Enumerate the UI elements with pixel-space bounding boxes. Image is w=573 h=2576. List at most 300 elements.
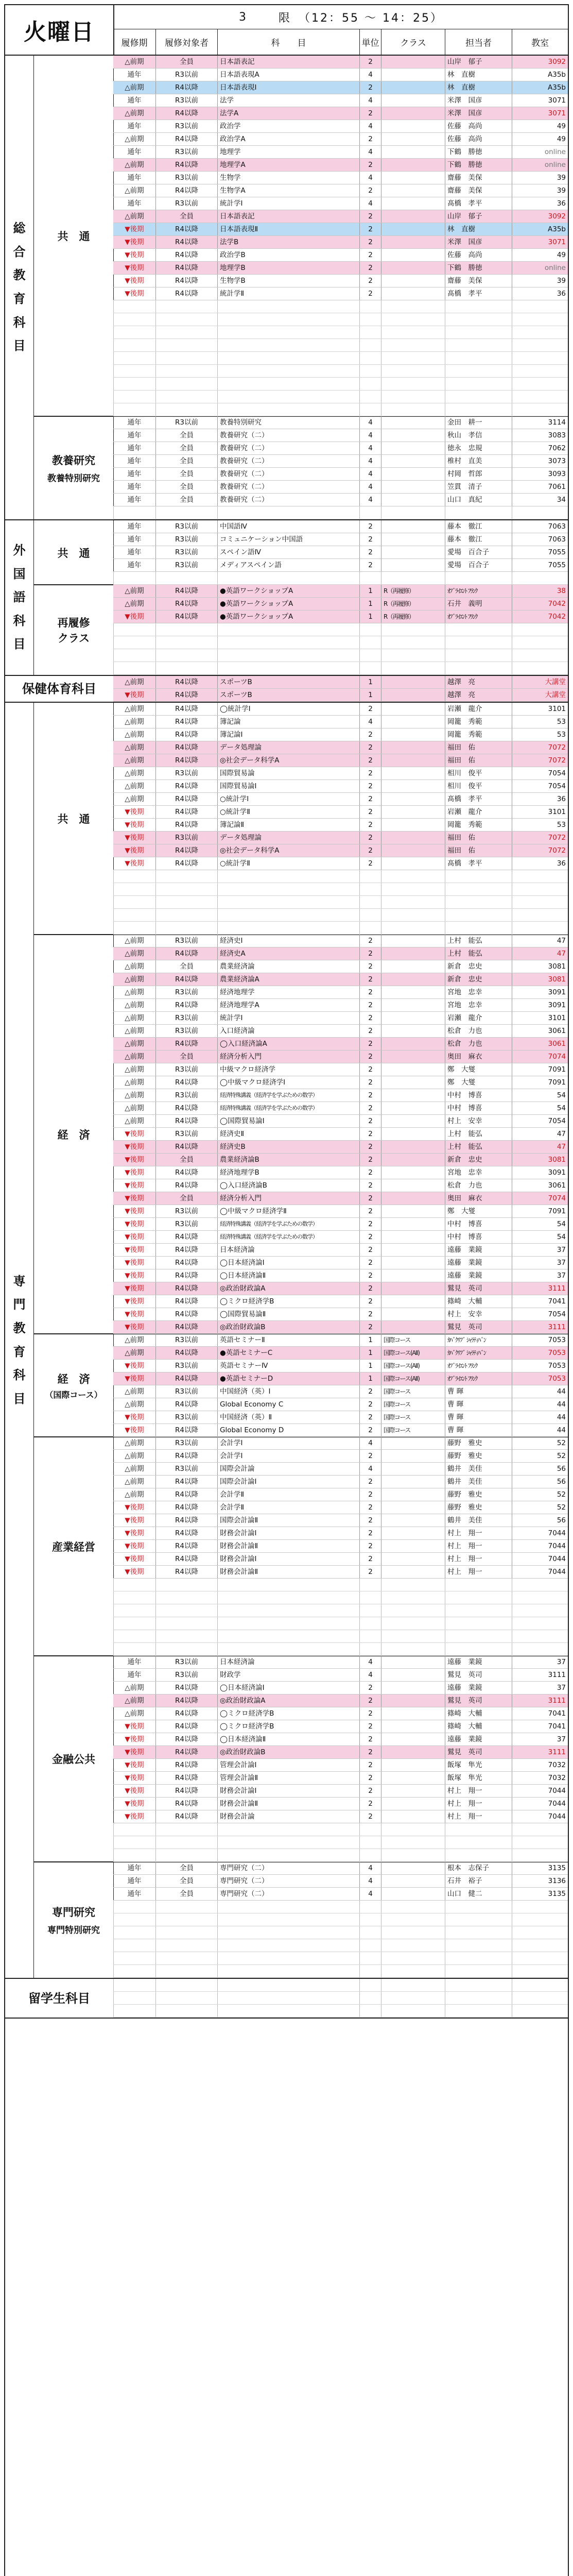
cell-subject: 財務会計論 xyxy=(217,1810,359,1823)
empty-cell xyxy=(512,662,568,674)
cell-room: 7044 xyxy=(512,1785,568,1797)
cell-credits: 2 xyxy=(359,793,381,805)
empty-cell xyxy=(217,365,359,377)
empty-cell xyxy=(113,909,155,921)
cell-instructor: 上村 能弘 xyxy=(445,1141,512,1153)
cell-room: 7041 xyxy=(512,1295,568,1308)
cell-room: 56 xyxy=(512,1476,568,1488)
cell-subject: 財政学 xyxy=(217,1669,359,1681)
cell-subject: データ処理論 xyxy=(217,741,359,754)
cell-subject: 管理会計論Ⅱ xyxy=(217,1772,359,1784)
cell-term: ▼後期 xyxy=(125,1207,144,1215)
cell-room: 3111 xyxy=(512,1321,568,1333)
cell-term: △前期 xyxy=(125,705,144,713)
cell-subject: 中国語Ⅳ xyxy=(217,520,359,533)
cell-instructor: 岡籠 秀範 xyxy=(445,728,512,741)
empty-cell xyxy=(113,1836,155,1849)
table-row xyxy=(113,1694,568,1707)
cell-target: R4以降 xyxy=(155,806,217,818)
cell-subject: 国際会計論 xyxy=(217,1463,359,1475)
day-title: 火曜日 xyxy=(5,5,114,55)
section-rows xyxy=(113,1979,568,2018)
cell-subject: 国際貿易論 xyxy=(217,767,359,779)
empty-row xyxy=(113,649,568,662)
empty-row xyxy=(113,1604,568,1617)
empty-cell xyxy=(113,922,155,934)
cell-credits: 4 xyxy=(359,1875,381,1887)
cell-room: 3135 xyxy=(512,1888,568,1900)
cell-target: R4以降 xyxy=(155,689,217,701)
table-row xyxy=(113,184,568,197)
cell-room: 3081 xyxy=(512,973,568,986)
empty-cell xyxy=(359,1579,381,1591)
cell-subject: ◎政治財政論A xyxy=(217,1282,359,1295)
cell-term: ▼後期 xyxy=(125,1194,144,1202)
cell-target: R4以降 xyxy=(155,1527,217,1539)
cell-credits: 4 xyxy=(359,94,381,107)
cell-room: 7044 xyxy=(512,1798,568,1810)
cell-class xyxy=(381,1115,445,1127)
cell-class xyxy=(381,455,445,467)
cell-instructor: 宮地 忠幸 xyxy=(445,1166,512,1179)
subcategory-line: 経 済 xyxy=(57,1372,90,1385)
cell-instructor: 越澤 亮 xyxy=(445,689,512,701)
cell-room: A35b xyxy=(512,69,568,81)
cell-credits: 2 xyxy=(359,223,381,235)
cell-instructor: 藤野 雅史 xyxy=(445,1437,512,1449)
empty-row xyxy=(113,1823,568,1836)
cell-class xyxy=(381,1553,445,1565)
cell-class xyxy=(381,287,445,300)
cell-subject: 簿記論 xyxy=(217,716,359,728)
cell-term: ▼後期 xyxy=(125,1555,144,1563)
cell-subject: 日本語表記 xyxy=(217,210,359,223)
cell-target: R4以降 xyxy=(155,1553,217,1565)
cell-term: △前期 xyxy=(125,1014,144,1022)
cell-instructor: 村上 翔一 xyxy=(445,1810,512,1823)
cell-credits: 2 xyxy=(359,1501,381,1514)
cell-instructor: 松倉 力也 xyxy=(445,1025,512,1037)
empty-cell xyxy=(217,391,359,403)
empty-cell xyxy=(217,403,359,416)
cell-instructor: 新倉 忠史 xyxy=(445,960,512,973)
empty-cell xyxy=(381,896,445,908)
empty-cell xyxy=(381,1901,445,1913)
cell-instructor: 遠藤 業鏡 xyxy=(445,1257,512,1269)
cell-credits: 2 xyxy=(359,1810,381,1823)
cell-target: R4以降 xyxy=(155,676,217,688)
cell-target: 全員 xyxy=(155,210,217,223)
empty-cell xyxy=(359,1836,381,1849)
section-intl xyxy=(5,1979,568,2019)
cell-instructor: 曹 暉 xyxy=(445,1411,512,1423)
cell-class xyxy=(381,1746,445,1758)
empty-cell xyxy=(512,909,568,921)
cell-subject: 法学A xyxy=(217,107,359,120)
cell-instructor: 鶴井 美佳 xyxy=(445,1463,512,1475)
cell-instructor: 齋藤 美保 xyxy=(445,275,512,287)
empty-cell xyxy=(359,1939,381,1952)
empty-cell xyxy=(113,391,155,403)
cell-class xyxy=(381,1154,445,1166)
empty-cell xyxy=(155,403,217,416)
cell-subject: 統計学Ⅱ xyxy=(217,287,359,300)
cell-target: R4以降 xyxy=(155,159,217,171)
cell-subject: 会計学Ⅱ xyxy=(217,1488,359,1501)
cell-instructor: 下鶴 勝徳 xyxy=(445,159,512,171)
table-row xyxy=(113,1862,568,1875)
empty-cell xyxy=(359,1979,381,1991)
cell-target: R4以降 xyxy=(155,1231,217,1243)
empty-cell xyxy=(155,1630,217,1642)
cell-room: 7054 xyxy=(512,767,568,779)
cell-credits: 2 xyxy=(359,1115,381,1127)
cell-credits: 2 xyxy=(359,210,381,223)
cell-target: R4以降 xyxy=(155,1166,217,1179)
empty-cell xyxy=(113,870,155,883)
cell-room: 3092 xyxy=(512,56,568,68)
cell-term: ▼後期 xyxy=(125,1568,144,1576)
empty-row xyxy=(113,1939,568,1952)
cell-room: 7072 xyxy=(512,844,568,857)
table-row xyxy=(113,1192,568,1205)
empty-cell xyxy=(381,352,445,364)
empty-cell xyxy=(113,1849,155,1861)
table-row xyxy=(113,468,568,481)
empty-cell xyxy=(217,1643,359,1655)
cell-target: R4以降 xyxy=(155,844,217,857)
cell-term: △前期 xyxy=(125,1065,144,1074)
section-foreign xyxy=(5,520,568,676)
cell-target: R3以前 xyxy=(155,533,217,546)
cell-term: 通年 xyxy=(127,522,142,531)
empty-cell xyxy=(155,1965,217,1977)
cell-subject: 簿記論Ⅰ xyxy=(217,728,359,741)
empty-cell xyxy=(381,1849,445,1861)
empty-cell xyxy=(113,313,155,326)
cell-class xyxy=(381,1218,445,1230)
cell-credits: 2 xyxy=(359,249,381,261)
cell-term: ▼後期 xyxy=(125,1426,144,1434)
empty-cell xyxy=(512,1836,568,1849)
cell-room: 3091 xyxy=(512,1166,568,1179)
cell-target: R3以前 xyxy=(155,1334,217,1346)
empty-row xyxy=(113,2005,568,2018)
cell-target: R4以降 xyxy=(155,1785,217,1797)
cell-instructor: 奥田 麻衣 xyxy=(445,1192,512,1205)
cell-instructor: 山口 真紀 xyxy=(445,494,512,506)
table-row xyxy=(113,1115,568,1128)
cell-credits: 2 xyxy=(359,741,381,754)
cell-credits: 2 xyxy=(359,1398,381,1411)
cell-class xyxy=(381,1501,445,1514)
cell-target: R4以降 xyxy=(155,1424,217,1436)
empty-cell xyxy=(512,352,568,364)
table-row xyxy=(113,780,568,793)
empty-cell xyxy=(512,313,568,326)
empty-cell xyxy=(512,1604,568,1617)
category-char: 目 xyxy=(13,637,26,652)
cell-credits: 4 xyxy=(359,1463,381,1475)
cell-room: 56 xyxy=(512,1463,568,1475)
empty-row xyxy=(113,506,568,519)
table-row xyxy=(113,223,568,236)
empty-cell xyxy=(217,378,359,390)
cell-subject: 会計学Ⅰ xyxy=(217,1450,359,1462)
cell-subject: 日本語表現Ⅱ xyxy=(217,223,359,235)
cell-subject: ◯ミクロ経済学B xyxy=(217,1720,359,1733)
cell-subject: 管理会計論Ⅰ xyxy=(217,1759,359,1771)
empty-cell xyxy=(445,313,512,326)
col-header-credits: 単位 xyxy=(359,29,381,55)
cell-term: △前期 xyxy=(125,1349,144,1357)
cell-instructor: 上村 能弘 xyxy=(445,1128,512,1140)
cell-credits: 4 xyxy=(359,1437,381,1449)
cell-instructor: 金田 耕一 xyxy=(445,416,512,429)
table-row xyxy=(113,429,568,442)
empty-cell xyxy=(113,2005,155,2017)
empty-cell xyxy=(217,506,359,519)
cell-subject: ◎政治財政論A xyxy=(217,1694,359,1707)
cell-room: 54 xyxy=(512,1231,568,1243)
empty-cell xyxy=(512,1939,568,1952)
cell-target: R4以降 xyxy=(155,1372,217,1385)
cell-instructor: 鷲見 英司 xyxy=(445,1694,512,1707)
cell-term: △前期 xyxy=(125,1709,144,1718)
empty-cell xyxy=(512,1913,568,1926)
section-major xyxy=(5,703,568,1979)
cell-class xyxy=(381,1269,445,1282)
empty-cell xyxy=(381,391,445,403)
cell-credits: 2 xyxy=(359,844,381,857)
cell-class xyxy=(381,69,445,81)
empty-cell xyxy=(359,365,381,377)
cell-term: ▼後期 xyxy=(125,1220,144,1228)
cell-credits: 2 xyxy=(359,1759,381,1771)
cell-term: ▼後期 xyxy=(125,1156,144,1164)
cell-instructor: 髙橋 孝平 xyxy=(445,197,512,210)
cell-room: 37 xyxy=(512,1269,568,1282)
empty-cell xyxy=(155,1579,217,1591)
table-row xyxy=(113,1566,568,1579)
cell-instructor: 福田 佑 xyxy=(445,741,512,754)
cell-term: ▼後期 xyxy=(125,1246,144,1254)
cell-subject: 経済分析入門 xyxy=(217,1050,359,1063)
table-row xyxy=(113,520,568,533)
cell-class xyxy=(381,767,445,779)
cell-class xyxy=(381,1682,445,1694)
table-row xyxy=(113,947,568,960)
cell-subject: 教養研究（二） xyxy=(217,429,359,442)
cell-target: R3以前 xyxy=(155,1025,217,1037)
table-row xyxy=(113,1463,568,1476)
category-char: 外 xyxy=(13,543,26,558)
empty-cell xyxy=(381,300,445,313)
cell-class xyxy=(381,1282,445,1295)
empty-cell xyxy=(217,1939,359,1952)
table-row xyxy=(113,1411,568,1424)
empty-row xyxy=(113,636,568,649)
cell-term: 通年 xyxy=(127,71,142,79)
cell-instructor: 岩瀬 龍介 xyxy=(445,1012,512,1024)
cell-room: 7054 xyxy=(512,1115,568,1127)
empty-cell xyxy=(445,1992,512,2004)
empty-cell xyxy=(113,1939,155,1952)
table-row xyxy=(113,728,568,741)
cell-class: R（再履修） xyxy=(381,585,445,597)
cell-room: 52 xyxy=(512,1501,568,1514)
empty-cell xyxy=(113,1643,155,1655)
cell-room: 7072 xyxy=(512,754,568,767)
cell-credits: 2 xyxy=(359,1385,381,1398)
cell-room: 3092 xyxy=(512,210,568,223)
empty-cell xyxy=(445,1604,512,1617)
empty-cell xyxy=(155,506,217,519)
table-row xyxy=(113,1875,568,1888)
cell-credits: 4 xyxy=(359,1888,381,1900)
empty-cell xyxy=(381,339,445,351)
cell-term: ▼後期 xyxy=(125,1529,144,1537)
cell-subject: 経済特殊講義（経済学を学ぶための数学） xyxy=(217,1218,359,1230)
cell-subject: 教養研究（二） xyxy=(217,468,359,480)
cell-class xyxy=(381,1128,445,1140)
empty-cell xyxy=(512,1591,568,1604)
cell-subject: 財務会計論Ⅱ xyxy=(217,1798,359,1810)
table-row xyxy=(113,275,568,287)
cell-instructor: 藤野 雅史 xyxy=(445,1450,512,1462)
empty-cell xyxy=(445,1952,512,1964)
cell-class xyxy=(381,133,445,145)
cell-class xyxy=(381,1707,445,1720)
empty-cell xyxy=(512,623,568,636)
empty-cell xyxy=(445,391,512,403)
cell-class xyxy=(381,819,445,831)
cell-subject: 地理学 xyxy=(217,146,359,158)
cell-term: ▼後期 xyxy=(125,225,144,233)
cell-class xyxy=(381,56,445,68)
empty-cell xyxy=(445,1913,512,1926)
empty-cell xyxy=(445,326,512,338)
cell-room: 52 xyxy=(512,1450,568,1462)
table-row xyxy=(113,533,568,546)
cell-term: 通年 xyxy=(127,535,142,544)
cell-room: 39 xyxy=(512,184,568,197)
cell-room: 3101 xyxy=(512,1012,568,1024)
table-row xyxy=(113,1733,568,1746)
empty-cell xyxy=(445,1965,512,1977)
cell-term: △前期 xyxy=(125,161,144,169)
empty-cell xyxy=(155,1836,217,1849)
cell-class xyxy=(381,442,445,454)
table-row xyxy=(113,1759,568,1772)
empty-cell xyxy=(217,1591,359,1604)
table-row xyxy=(113,1269,568,1282)
cell-subject: 中国経済（英）Ⅱ xyxy=(217,1411,359,1423)
cell-instructor: 奥田 麻衣 xyxy=(445,1050,512,1063)
cell-subject: ◯中級マクロ経済学Ⅱ xyxy=(217,1205,359,1217)
empty-cell xyxy=(381,1965,445,1977)
cell-class xyxy=(381,676,445,688)
cell-instructor: 林 直樹 xyxy=(445,223,512,235)
cell-instructor: 藤本 徹江 xyxy=(445,520,512,533)
empty-cell xyxy=(155,572,217,584)
empty-cell xyxy=(381,506,445,519)
subcategory-note: 教養特別研究 xyxy=(47,473,100,484)
cell-credits: 2 xyxy=(359,1282,381,1295)
cell-subject: 英語セミナーⅣ xyxy=(217,1360,359,1372)
empty-cell xyxy=(359,1823,381,1836)
cell-subject: 生物学B xyxy=(217,275,359,287)
cell-class xyxy=(381,481,445,493)
cell-target: 全員 xyxy=(155,960,217,973)
cell-room: 49 xyxy=(512,133,568,145)
empty-cell xyxy=(381,909,445,921)
empty-cell xyxy=(445,1901,512,1913)
cell-subject: 経済分析入門 xyxy=(217,1192,359,1205)
cell-credits: 1 xyxy=(359,585,381,597)
cell-subject: ◯日本経済論Ⅰ xyxy=(217,1682,359,1694)
table-row xyxy=(113,1810,568,1823)
empty-cell xyxy=(445,339,512,351)
empty-row xyxy=(113,378,568,391)
cell-room: 3111 xyxy=(512,1746,568,1758)
cell-term: △前期 xyxy=(125,1387,144,1396)
cell-term: ▼後期 xyxy=(125,264,144,272)
cell-credits: 4 xyxy=(359,716,381,728)
cell-target: R4以降 xyxy=(155,1179,217,1192)
cell-room: 3114 xyxy=(512,416,568,429)
cell-target: R4以降 xyxy=(155,793,217,805)
empty-cell xyxy=(155,365,217,377)
cell-term: ▼後期 xyxy=(125,1272,144,1280)
category-char: 教 xyxy=(13,268,26,283)
cell-target: R3以前 xyxy=(155,1218,217,1230)
cell-credits: 2 xyxy=(359,1244,381,1256)
table-row xyxy=(113,1476,568,1488)
cell-instructor: 遠藤 業鏡 xyxy=(445,1733,512,1745)
cell-credits: 4 xyxy=(359,69,381,81)
cell-subject: データ処理論 xyxy=(217,832,359,844)
empty-cell xyxy=(445,870,512,883)
cell-instructor: 林 直樹 xyxy=(445,81,512,94)
cell-target: R3以前 xyxy=(155,146,217,158)
cell-subject: スペイン語Ⅳ xyxy=(217,546,359,558)
table-row xyxy=(113,1025,568,1038)
cell-instructor: 鶴井 美佳 xyxy=(445,1476,512,1488)
cell-term: 通年 xyxy=(127,548,142,556)
empty-cell xyxy=(217,326,359,338)
cell-credits: 1 xyxy=(359,1334,381,1346)
cell-room: 7062 xyxy=(512,442,568,454)
subcategory-label xyxy=(34,416,114,519)
cell-term: ▼後期 xyxy=(125,1310,144,1318)
cell-room: 7091 xyxy=(512,1076,568,1089)
empty-cell xyxy=(217,1836,359,1849)
cell-credits: 2 xyxy=(359,81,381,94)
cell-credits: 1 xyxy=(359,1360,381,1372)
cell-subject: コミュニケーション中国語 xyxy=(217,533,359,546)
empty-cell xyxy=(512,378,568,390)
cell-credits: 1 xyxy=(359,611,381,623)
cell-class xyxy=(381,1733,445,1745)
empty-cell xyxy=(445,909,512,921)
col-header-target: 履修対象者 xyxy=(155,29,217,55)
cell-subject: 日本語表記 xyxy=(217,56,359,68)
cell-credits: 2 xyxy=(359,1527,381,1539)
cell-target: R4以降 xyxy=(155,249,217,261)
cell-class xyxy=(381,94,445,107)
empty-cell xyxy=(113,623,155,636)
